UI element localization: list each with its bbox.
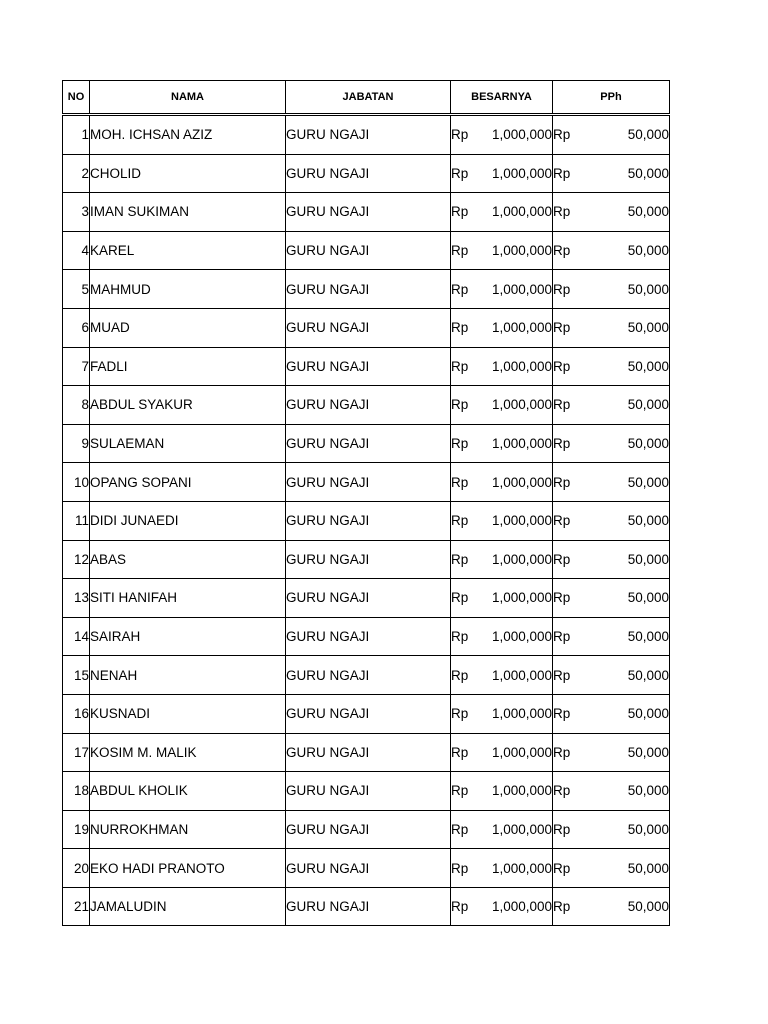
- row-no: 17: [63, 733, 90, 772]
- header-nama: NAMA: [90, 81, 286, 115]
- row-besarnya: [451, 501, 553, 540]
- besarnya-value: 1,000,000: [491, 320, 552, 336]
- row-nama: NURROKHMAN: [90, 810, 286, 849]
- currency-label: Rp: [451, 860, 469, 876]
- row-no: 4: [63, 231, 90, 270]
- currency-label: Rp: [451, 513, 469, 529]
- currency-label: Rp: [553, 744, 571, 760]
- currency-label: Rp: [553, 243, 571, 259]
- row-pph: [553, 733, 670, 772]
- row-jabatan: GURU NGAJI: [286, 231, 451, 270]
- currency-label: Rp: [553, 860, 571, 876]
- table-row: [63, 694, 670, 733]
- row-jabatan: GURU NGAJI: [286, 540, 451, 579]
- row-jabatan: GURU NGAJI: [286, 193, 451, 232]
- row-pph: [553, 694, 670, 733]
- besarnya-value: 1,000,000: [491, 204, 552, 220]
- row-no: 15: [63, 656, 90, 695]
- row-pph: [553, 386, 670, 425]
- row-nama: JAMALUDIN: [90, 887, 286, 926]
- row-besarnya: [451, 231, 553, 270]
- row-no: 21: [63, 887, 90, 926]
- row-pph: [553, 154, 670, 193]
- row-pph: [553, 308, 670, 347]
- currency-label: Rp: [553, 821, 571, 837]
- pph-value: 50,000: [627, 744, 669, 760]
- currency-label: Rp: [451, 706, 469, 722]
- currency-label: Rp: [553, 320, 571, 336]
- row-jabatan: GURU NGAJI: [286, 154, 451, 193]
- currency-label: Rp: [553, 127, 571, 143]
- row-pph: [553, 540, 670, 579]
- row-jabatan: GURU NGAJI: [286, 501, 451, 540]
- row-no: 11: [63, 501, 90, 540]
- row-besarnya: [451, 656, 553, 695]
- besarnya-value: 1,000,000: [491, 397, 552, 413]
- row-no: 14: [63, 617, 90, 656]
- row-jabatan: GURU NGAJI: [286, 617, 451, 656]
- besarnya-value: 1,000,000: [491, 243, 552, 259]
- row-pph: [553, 849, 670, 888]
- currency-label: Rp: [451, 744, 469, 760]
- row-no: 7: [63, 347, 90, 386]
- table-row: [63, 772, 670, 811]
- currency-label: Rp: [553, 204, 571, 220]
- row-besarnya: [451, 154, 553, 193]
- row-pph: [553, 887, 670, 926]
- currency-label: Rp: [553, 436, 571, 452]
- row-nama: KAREL: [90, 231, 286, 270]
- row-jabatan: GURU NGAJI: [286, 656, 451, 695]
- currency-label: Rp: [553, 667, 571, 683]
- table-row: [63, 193, 670, 232]
- row-jabatan: GURU NGAJI: [286, 424, 451, 463]
- row-nama: MAHMUD: [90, 270, 286, 309]
- row-no: 1: [63, 115, 90, 155]
- row-nama: CHOLID: [90, 154, 286, 193]
- row-besarnya: [451, 694, 553, 733]
- pph-value: 50,000: [627, 320, 669, 336]
- header-besarnya: BESARNYA: [451, 81, 553, 115]
- row-no: 5: [63, 270, 90, 309]
- row-no: 12: [63, 540, 90, 579]
- currency-label: Rp: [553, 899, 571, 915]
- pph-value: 50,000: [627, 783, 669, 799]
- row-nama: FADLI: [90, 347, 286, 386]
- besarnya-value: 1,000,000: [491, 783, 552, 799]
- table-row: [63, 887, 670, 926]
- row-jabatan: GURU NGAJI: [286, 115, 451, 155]
- row-pph: [553, 193, 670, 232]
- besarnya-value: 1,000,000: [491, 551, 552, 567]
- pph-value: 50,000: [627, 397, 669, 413]
- currency-label: Rp: [553, 783, 571, 799]
- row-no: 2: [63, 154, 90, 193]
- row-nama: SITI HANIFAH: [90, 579, 286, 618]
- row-pph: [553, 501, 670, 540]
- besarnya-value: 1,000,000: [491, 165, 552, 181]
- row-pph: [553, 579, 670, 618]
- pph-value: 50,000: [627, 821, 669, 837]
- row-pph: [553, 270, 670, 309]
- row-jabatan: GURU NGAJI: [286, 772, 451, 811]
- row-jabatan: GURU NGAJI: [286, 308, 451, 347]
- table-row: [63, 347, 670, 386]
- currency-label: Rp: [451, 629, 469, 645]
- row-pph: [553, 115, 670, 155]
- besarnya-value: 1,000,000: [491, 629, 552, 645]
- row-pph: [553, 424, 670, 463]
- table-row: [63, 154, 670, 193]
- row-jabatan: GURU NGAJI: [286, 463, 451, 502]
- row-besarnya: [451, 887, 553, 926]
- row-nama: KOSIM M. MALIK: [90, 733, 286, 772]
- row-jabatan: GURU NGAJI: [286, 579, 451, 618]
- row-pph: [553, 347, 670, 386]
- row-pph: [553, 772, 670, 811]
- row-jabatan: GURU NGAJI: [286, 694, 451, 733]
- besarnya-value: 1,000,000: [491, 474, 552, 490]
- currency-label: Rp: [553, 629, 571, 645]
- row-besarnya: [451, 540, 553, 579]
- currency-label: Rp: [553, 706, 571, 722]
- table-body: [63, 115, 670, 926]
- row-nama: OPANG SOPANI: [90, 463, 286, 502]
- row-no: 19: [63, 810, 90, 849]
- table-row: [63, 308, 670, 347]
- row-besarnya: [451, 772, 553, 811]
- table-row: [63, 386, 670, 425]
- table-row: [63, 501, 670, 540]
- pph-value: 50,000: [627, 629, 669, 645]
- currency-label: Rp: [553, 474, 571, 490]
- besarnya-value: 1,000,000: [491, 281, 552, 297]
- pph-value: 50,000: [627, 706, 669, 722]
- row-jabatan: GURU NGAJI: [286, 347, 451, 386]
- currency-label: Rp: [553, 165, 571, 181]
- row-besarnya: [451, 849, 553, 888]
- row-nama: SAIRAH: [90, 617, 286, 656]
- currency-label: Rp: [451, 281, 469, 297]
- table-header: [63, 81, 670, 115]
- row-besarnya: [451, 115, 553, 155]
- row-pph: [553, 810, 670, 849]
- row-jabatan: GURU NGAJI: [286, 810, 451, 849]
- currency-label: Rp: [553, 397, 571, 413]
- currency-label: Rp: [451, 165, 469, 181]
- row-no: 3: [63, 193, 90, 232]
- currency-label: Rp: [451, 821, 469, 837]
- row-besarnya: [451, 193, 553, 232]
- row-besarnya: [451, 308, 553, 347]
- row-nama: MUAD: [90, 308, 286, 347]
- row-nama: MOH. ICHSAN AZIZ: [90, 115, 286, 155]
- currency-label: Rp: [451, 320, 469, 336]
- pph-value: 50,000: [627, 860, 669, 876]
- currency-label: Rp: [451, 551, 469, 567]
- table-row: [63, 463, 670, 502]
- row-besarnya: [451, 386, 553, 425]
- currency-label: Rp: [451, 436, 469, 452]
- row-no: 18: [63, 772, 90, 811]
- row-no: 9: [63, 424, 90, 463]
- pph-value: 50,000: [627, 204, 669, 220]
- row-nama: IMAN SUKIMAN: [90, 193, 286, 232]
- table-row: [63, 231, 670, 270]
- row-nama: ABAS: [90, 540, 286, 579]
- pph-value: 50,000: [627, 165, 669, 181]
- row-jabatan: GURU NGAJI: [286, 733, 451, 772]
- table-row: [63, 424, 670, 463]
- row-besarnya: [451, 617, 553, 656]
- row-jabatan: GURU NGAJI: [286, 386, 451, 425]
- row-no: 8: [63, 386, 90, 425]
- row-nama: NENAH: [90, 656, 286, 695]
- row-pph: [553, 463, 670, 502]
- header-jabatan: JABATAN: [286, 81, 451, 115]
- row-pph: [553, 656, 670, 695]
- row-besarnya: [451, 463, 553, 502]
- currency-label: Rp: [553, 590, 571, 606]
- currency-label: Rp: [553, 513, 571, 529]
- payroll-table: [62, 80, 670, 926]
- currency-label: Rp: [451, 590, 469, 606]
- table-row: [63, 656, 670, 695]
- besarnya-value: 1,000,000: [491, 590, 552, 606]
- table-row: [63, 733, 670, 772]
- currency-label: Rp: [553, 281, 571, 297]
- row-besarnya: [451, 579, 553, 618]
- row-nama: KUSNADI: [90, 694, 286, 733]
- pph-value: 50,000: [627, 667, 669, 683]
- besarnya-value: 1,000,000: [491, 513, 552, 529]
- row-nama: DIDI JUNAEDI: [90, 501, 286, 540]
- currency-label: Rp: [451, 127, 469, 143]
- row-nama: SULAEMAN: [90, 424, 286, 463]
- besarnya-value: 1,000,000: [491, 706, 552, 722]
- currency-label: Rp: [451, 783, 469, 799]
- besarnya-value: 1,000,000: [491, 127, 552, 143]
- row-nama: ABDUL KHOLIK: [90, 772, 286, 811]
- row-besarnya: [451, 810, 553, 849]
- currency-label: Rp: [451, 243, 469, 259]
- row-jabatan: GURU NGAJI: [286, 270, 451, 309]
- pph-value: 50,000: [627, 436, 669, 452]
- table-row: [63, 540, 670, 579]
- currency-label: Rp: [451, 204, 469, 220]
- table-row: [63, 617, 670, 656]
- table-row: [63, 270, 670, 309]
- currency-label: Rp: [451, 899, 469, 915]
- pph-value: 50,000: [627, 590, 669, 606]
- header-no: NO: [63, 81, 90, 115]
- table-row: [63, 849, 670, 888]
- row-no: 13: [63, 579, 90, 618]
- currency-label: Rp: [451, 667, 469, 683]
- row-no: 16: [63, 694, 90, 733]
- row-nama: EKO HADI PRANOTO: [90, 849, 286, 888]
- row-besarnya: [451, 733, 553, 772]
- currency-label: Rp: [451, 358, 469, 374]
- besarnya-value: 1,000,000: [491, 436, 552, 452]
- besarnya-value: 1,000,000: [491, 744, 552, 760]
- pph-value: 50,000: [627, 243, 669, 259]
- pph-value: 50,000: [627, 474, 669, 490]
- row-no: 10: [63, 463, 90, 502]
- row-pph: [553, 617, 670, 656]
- pph-value: 50,000: [627, 551, 669, 567]
- besarnya-value: 1,000,000: [491, 821, 552, 837]
- row-nama: ABDUL SYAKUR: [90, 386, 286, 425]
- besarnya-value: 1,000,000: [491, 667, 552, 683]
- table-row: [63, 115, 670, 155]
- pph-value: 50,000: [627, 899, 669, 915]
- besarnya-value: 1,000,000: [491, 860, 552, 876]
- row-pph: [553, 231, 670, 270]
- row-jabatan: GURU NGAJI: [286, 849, 451, 888]
- row-besarnya: [451, 424, 553, 463]
- currency-label: Rp: [553, 358, 571, 374]
- row-no: 20: [63, 849, 90, 888]
- pph-value: 50,000: [627, 127, 669, 143]
- row-besarnya: [451, 270, 553, 309]
- currency-label: Rp: [553, 551, 571, 567]
- row-jabatan: GURU NGAJI: [286, 887, 451, 926]
- table-row: [63, 579, 670, 618]
- pph-value: 50,000: [627, 513, 669, 529]
- table-row: [63, 810, 670, 849]
- besarnya-value: 1,000,000: [491, 899, 552, 915]
- row-no: 6: [63, 308, 90, 347]
- header-row: [63, 81, 670, 115]
- row-besarnya: [451, 347, 553, 386]
- header-pph: PPh: [553, 81, 670, 115]
- currency-label: Rp: [451, 397, 469, 413]
- pph-value: 50,000: [627, 281, 669, 297]
- pph-value: 50,000: [627, 358, 669, 374]
- currency-label: Rp: [451, 474, 469, 490]
- besarnya-value: 1,000,000: [491, 358, 552, 374]
